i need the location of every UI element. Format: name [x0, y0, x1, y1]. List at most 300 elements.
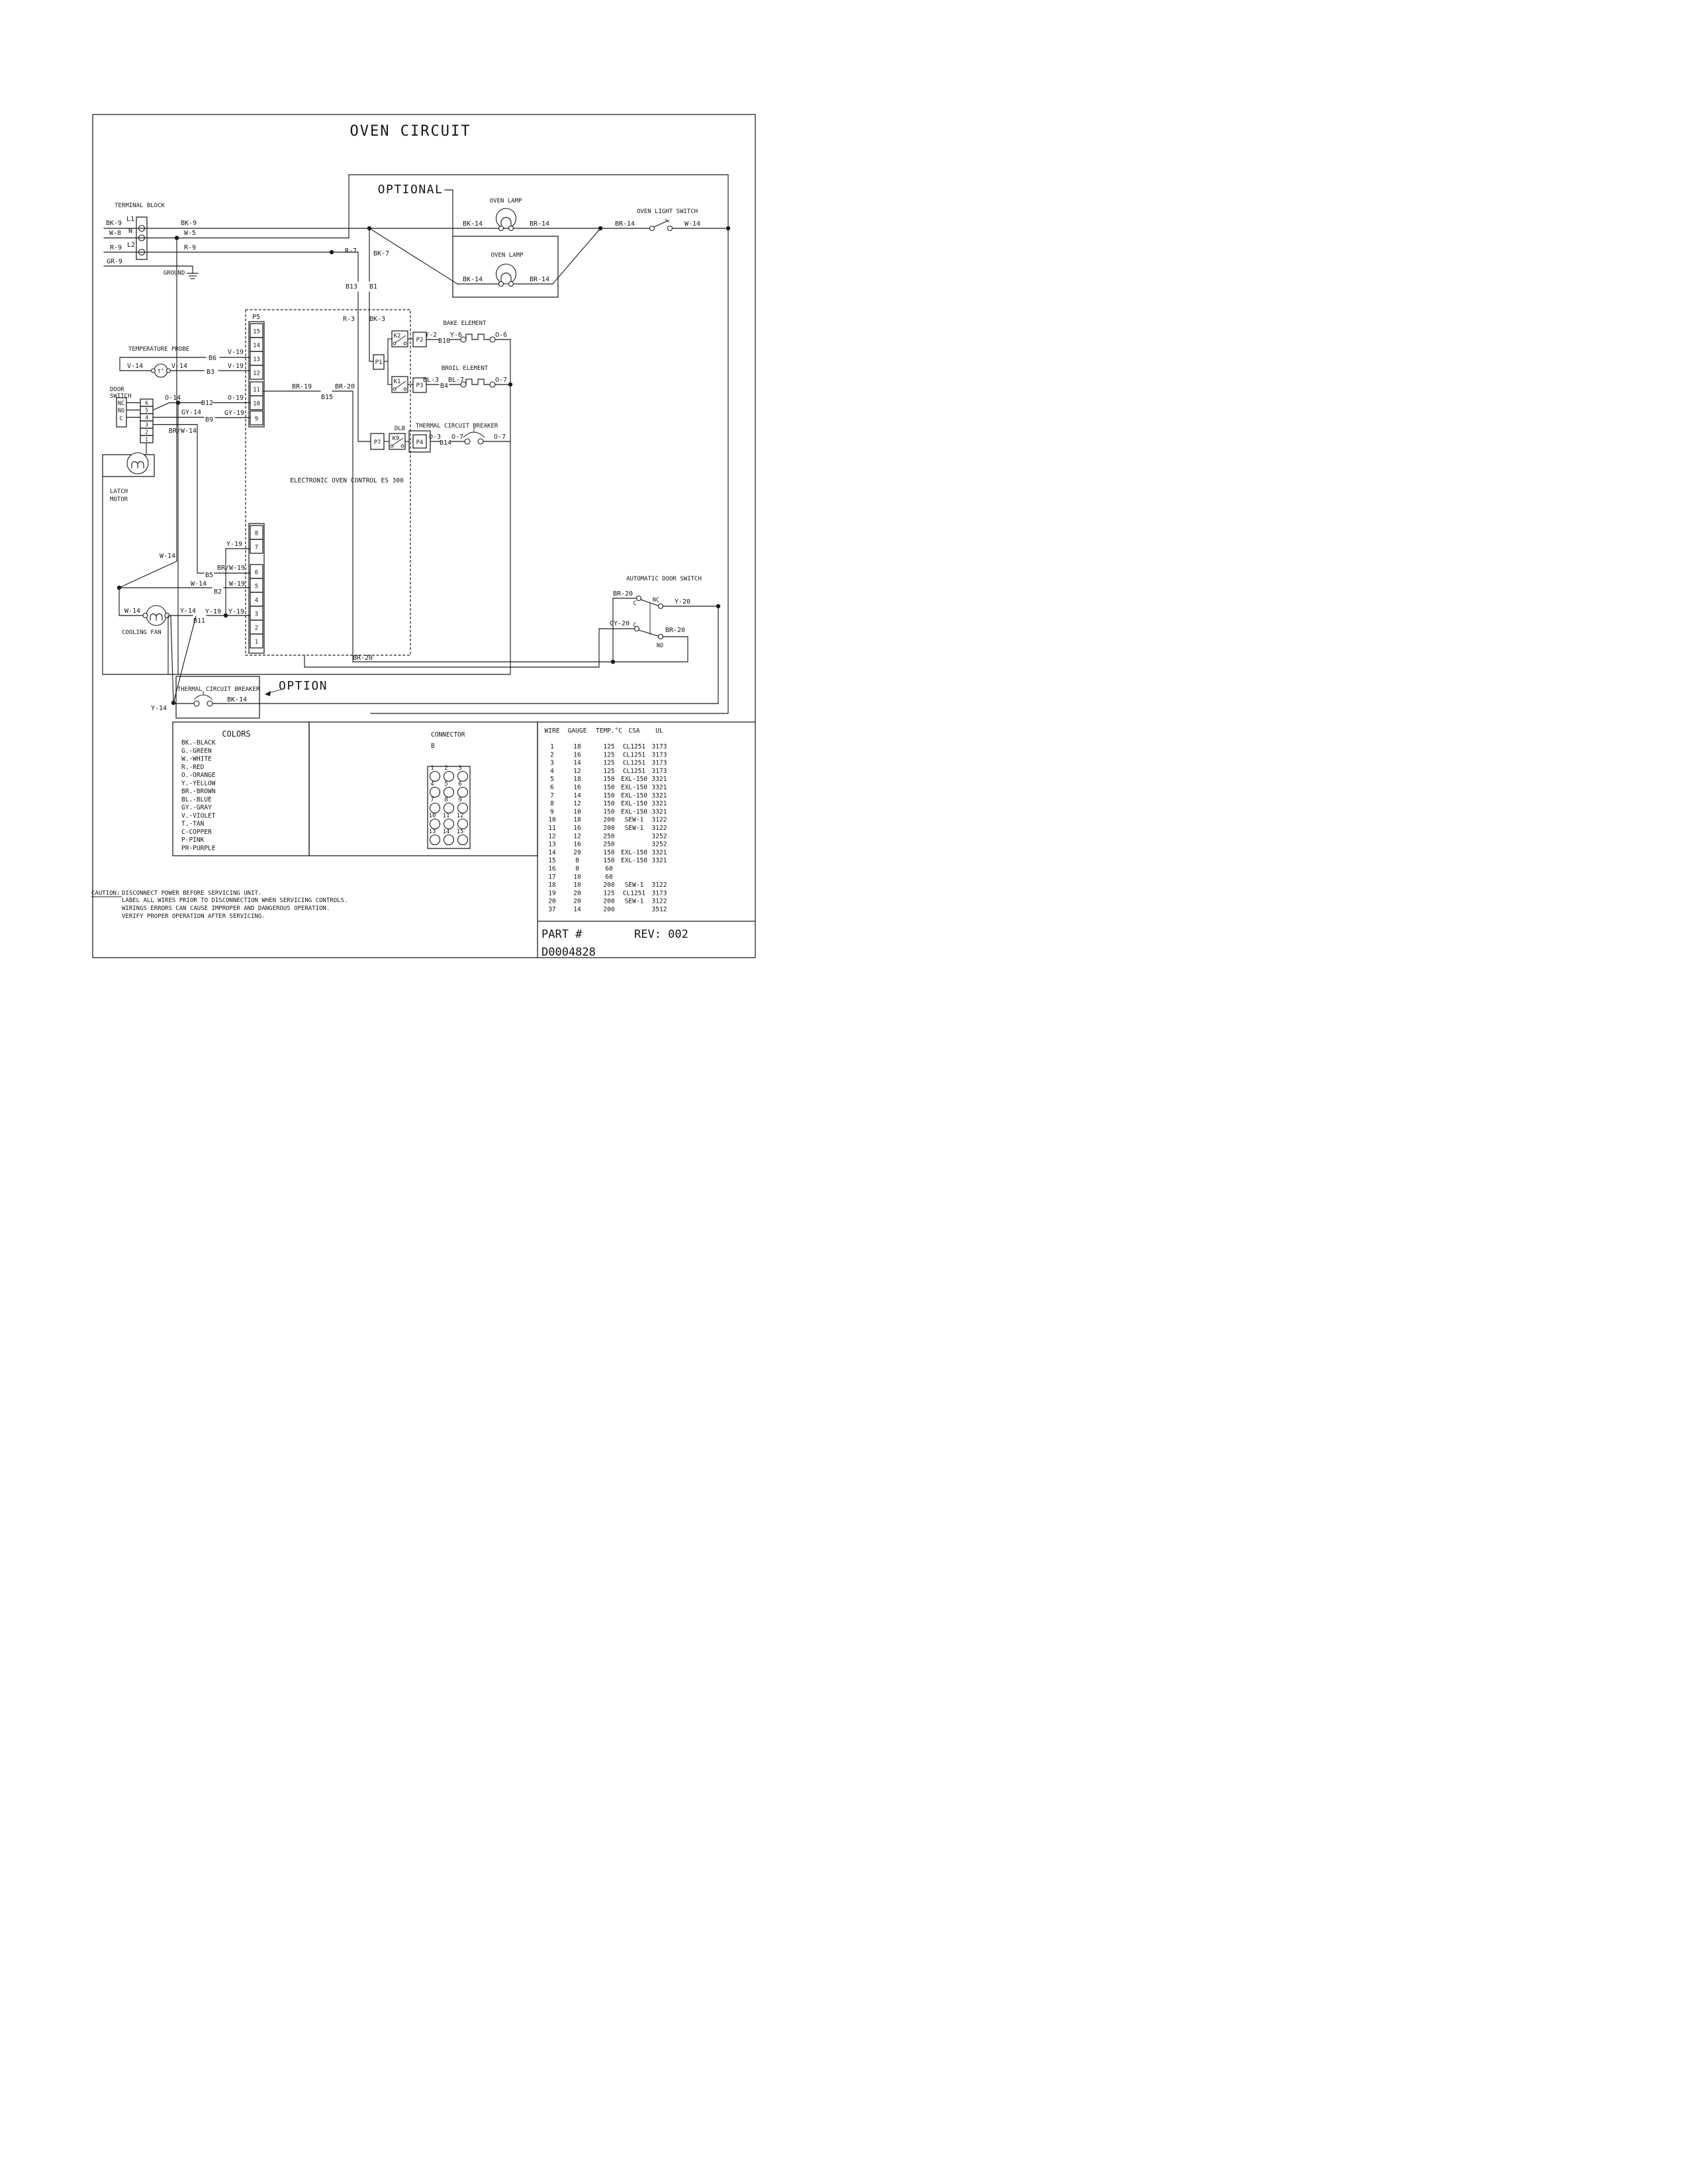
- ground-label: GROUND: [163, 270, 185, 277]
- table-cell-5-0: 6: [550, 784, 554, 792]
- eoc-pin-11: 11: [253, 387, 260, 394]
- wire-b13: B13: [345, 283, 358, 291]
- wire-b3: B3: [206, 369, 215, 376]
- br20-drop: [332, 391, 353, 662]
- table-cell-2-2: 125: [603, 759, 615, 767]
- table-cell-7-4: 3321: [651, 800, 667, 808]
- table-cell-7-2: 150: [603, 800, 615, 808]
- table-cell-7-0: 8: [550, 800, 554, 808]
- tcb-option-label: THERMAL CIRCUIT BREAKER: [177, 686, 260, 693]
- table-cell-16-1: 10: [573, 873, 581, 881]
- light-switch-term-a: [650, 226, 655, 231]
- wire-w14-sw: W-14: [684, 220, 701, 228]
- wire-w14-b2: W-14: [190, 580, 207, 588]
- optional-hook: [445, 190, 453, 236]
- table-cell-4-4: 3321: [651, 776, 667, 784]
- connector-b-pin-14: 14: [442, 829, 450, 835]
- color-item-9: V.-VIOLET: [181, 812, 216, 820]
- table-cell-12-2: 250: [603, 841, 615, 848]
- tcb-term-b: [478, 439, 483, 444]
- connector-b-pin-hole-5: [444, 788, 454, 797]
- wire-bk3-drop: [369, 292, 373, 361]
- wire-gy20: GY-20: [609, 620, 630, 627]
- relay-section: [371, 331, 430, 452]
- junction-dots: [117, 226, 730, 705]
- door-label: DOOR: [110, 387, 124, 393]
- table-cell-20-1: 14: [573, 906, 581, 913]
- table-cell-4-0: 5: [550, 776, 554, 784]
- connector-box: [309, 722, 538, 856]
- color-item-12: P-PINK: [181, 837, 205, 844]
- table-cell-11-4: 3252: [651, 833, 667, 841]
- table-header-3: CSA: [628, 727, 640, 735]
- color-item-1: G.-GREEN: [181, 747, 212, 755]
- option-arrowhead: [265, 691, 271, 696]
- oven-circuit-diagram: [0, 0, 844, 1092]
- table-cell-0-2: 125: [603, 743, 615, 751]
- table-cell-12-4: 3252: [651, 841, 667, 848]
- table-cell-14-3: EXL-150: [620, 857, 648, 865]
- relay-k9: K9: [392, 435, 400, 442]
- connector-b-sub: B: [431, 743, 435, 750]
- table-cell-9-0: 10: [548, 816, 556, 824]
- wire-bk7: BK-7: [373, 250, 390, 257]
- wire-y2: Y-2: [424, 332, 438, 339]
- door-pin-1: 1: [145, 436, 148, 443]
- oven-lamp-2-bulb: [496, 264, 516, 284]
- connector-b-pin-hole-14: [444, 835, 454, 845]
- wire-gy19: GY-19: [224, 410, 245, 417]
- door-pin-6: 6: [145, 400, 148, 406]
- option-label: OPTION: [278, 679, 328, 693]
- opt-term-b: [207, 701, 212, 706]
- connector-b-pin-15: 15: [456, 829, 464, 835]
- table-cell-18-0: 19: [548, 889, 556, 897]
- connector-b-pin-12: 12: [456, 813, 464, 819]
- broil-element-label: BROIL ELEMENT: [441, 365, 489, 372]
- table-cell-6-3: EXL-150: [620, 792, 648, 799]
- connector-b-pin-1: 1: [430, 765, 434, 772]
- door-c: C: [119, 416, 123, 422]
- light-switch-term-b: [668, 226, 673, 231]
- caution-prefix: CAUTION:: [91, 890, 120, 897]
- table-cell-1-2: 125: [603, 751, 615, 759]
- ads-nc: NC: [652, 597, 660, 604]
- color-item-7: BL.-BLUE: [181, 796, 212, 803]
- terminal-block-label: TERMINAL BLOCK: [115, 203, 165, 209]
- wire-r9-right: R-9: [183, 244, 197, 251]
- color-item-11: C-COPPER: [181, 828, 212, 836]
- junction-y14-v: [171, 701, 175, 705]
- door-pin-5: 5: [145, 407, 148, 414]
- table-cell-17-4: 3122: [651, 882, 667, 889]
- oven-lamp-1-term-b: [509, 226, 514, 231]
- wire-o7-r: O-7: [493, 433, 506, 441]
- automatic-door-switch: [305, 596, 718, 704]
- connector-b-pin-hole-10: [430, 819, 440, 829]
- wire-bk14-opt: BK-14: [226, 696, 248, 704]
- table-cell-6-1: 14: [573, 792, 581, 799]
- table-cell-10-3: SEW-1: [624, 825, 644, 832]
- tcb-term-a: [465, 439, 470, 444]
- wire-y19-a: Y-19: [205, 608, 222, 615]
- eoc-pin-2: 2: [254, 625, 259, 632]
- eoc-pin-6: 6: [254, 569, 259, 576]
- table-cell-20-2: 200: [603, 906, 615, 913]
- door-nc: NC: [117, 400, 125, 407]
- table-cell-4-1: 18: [573, 776, 581, 784]
- table-cell-13-0: 14: [548, 848, 556, 856]
- connector-b-pin-9: 9: [458, 797, 462, 803]
- wire-y6: Y-6: [449, 332, 463, 339]
- broil-term-b: [490, 382, 495, 387]
- connector-b-pin-hole-6: [458, 788, 468, 797]
- table-cell-14-2: 150: [603, 857, 615, 865]
- color-item-10: T.-TAN: [181, 820, 205, 828]
- dlb-label: DLB: [394, 426, 406, 432]
- wire-br20-b15: BR-20: [334, 383, 355, 390]
- table-cell-8-2: 150: [603, 808, 615, 816]
- table-cell-8-4: 3321: [651, 808, 667, 816]
- table-cell-2-3: CL1251: [622, 759, 646, 767]
- wire-bk14-1: BK-14: [462, 220, 483, 228]
- o14-diagonal: [153, 403, 169, 410]
- oven-lamp-2-label: OVEN LAMP: [491, 252, 524, 259]
- wire-b12: B12: [201, 400, 214, 407]
- junction-r7: [330, 250, 334, 254]
- wire-b2: B2: [213, 588, 222, 596]
- tcb-arc: [463, 432, 485, 437]
- table-cell-12-1: 16: [573, 841, 581, 848]
- tb-l2: L2: [126, 242, 136, 249]
- wire-b14: B14: [439, 439, 452, 447]
- broil-coil: [466, 379, 490, 385]
- table-cell-3-2: 125: [603, 767, 615, 775]
- connector-b-pin-13: 13: [428, 829, 436, 835]
- auto-door-switch-label: AUTOMATIC DOOR SWITCH: [626, 576, 702, 582]
- cooling-fan: [119, 588, 250, 703]
- wire-r3: R-3: [342, 316, 355, 323]
- wire-r7: R-7: [344, 248, 357, 255]
- table-cell-2-0: 3: [550, 759, 554, 767]
- table-cell-11-2: 250: [603, 833, 615, 841]
- tb-n: N: [128, 228, 133, 235]
- table-header-2: TEMP.°C: [595, 727, 623, 735]
- eoc-pin-9: 9: [254, 416, 259, 423]
- table-cell-9-1: 18: [573, 816, 581, 824]
- connector-b-pin-6: 6: [458, 781, 462, 788]
- table-cell-3-0: 4: [550, 767, 554, 775]
- wire-b10: B10: [438, 338, 451, 345]
- eoc-pin-5: 5: [254, 583, 259, 590]
- caution-line-1: LABEL ALL WIRES PRIOR TO DISCONNECTION WHEN SERVICING CONTROLS.: [122, 897, 348, 904]
- lamp2-diag-right: [553, 228, 600, 284]
- table-cell-2-1: 14: [573, 759, 581, 767]
- k1-contact-b: [404, 388, 406, 390]
- table-cell-16-0: 17: [548, 873, 556, 881]
- connector-b-pin-hole-2: [444, 772, 454, 782]
- wire-b1: B1: [369, 283, 378, 291]
- door-pin-4: 4: [145, 414, 148, 421]
- table-header-0: WIRE: [544, 727, 560, 735]
- table-cell-13-1: 20: [573, 848, 581, 856]
- wire-b11: B11: [193, 617, 206, 625]
- eoc-pin-10: 10: [253, 400, 260, 408]
- table-cell-5-1: 16: [573, 784, 581, 792]
- caution-line-2: WIRINGS ERRORS CAN CAUSE IMPROPER AND DANGEROUS OPERATION.: [122, 905, 330, 912]
- connector-b-pin-hole-3: [458, 772, 468, 782]
- table-cell-8-1: 10: [573, 808, 581, 816]
- thermistor-t: t°: [158, 368, 164, 374]
- oven-lamp-2-term-b: [509, 282, 514, 287]
- wire-br14-1: BR-14: [529, 220, 550, 228]
- eoc-pin-13: 13: [253, 356, 260, 363]
- wire-r3-drop: [358, 292, 371, 441]
- bake-coil: [466, 334, 490, 340]
- table-cell-18-3: CL1251: [622, 889, 646, 897]
- table-cell-5-4: 3321: [651, 784, 667, 792]
- table-cell-20-0: 37: [548, 906, 556, 913]
- table-cell-1-0: 2: [550, 751, 554, 759]
- table-cell-0-0: 1: [550, 743, 554, 751]
- table-cell-13-2: 150: [603, 848, 615, 856]
- ads-no: NO: [656, 643, 664, 649]
- table-cell-9-3: SEW-1: [624, 816, 644, 824]
- connector-b-pin-hole-9: [458, 803, 468, 813]
- connector-b-pin-5: 5: [444, 781, 448, 788]
- connector-b-pin-hole-7: [430, 803, 440, 813]
- wire-y14-opt: Y-14: [150, 705, 167, 712]
- oven-lamp-2-term-a: [499, 282, 504, 287]
- eoc-pin-8: 8: [254, 530, 259, 537]
- wire-b4: B4: [440, 383, 449, 390]
- wire-w8: W-8: [109, 230, 122, 237]
- table-cell-10-4: 3122: [651, 825, 667, 832]
- color-item-2: W.-WHITE: [181, 755, 212, 763]
- table-cell-6-0: 7: [550, 792, 554, 799]
- table-header-1: GAUGE: [567, 727, 587, 735]
- table-cell-18-1: 20: [573, 889, 581, 897]
- wire-y14-fan: Y-14: [179, 608, 197, 615]
- table-cell-19-4: 3122: [651, 897, 667, 905]
- relay-p1: P1: [375, 359, 383, 366]
- tcb-label: THERMAL CIRCUIT BREAKER: [415, 423, 498, 430]
- junction-y20: [716, 604, 720, 608]
- connector-b-pin-4: 4: [430, 781, 434, 788]
- fan-term-a: [143, 614, 148, 618]
- light-switch-blade: [654, 220, 669, 227]
- wire-br14-sw: BR-14: [614, 220, 635, 228]
- junction-w-branch: [175, 236, 179, 240]
- table-cell-9-4: 3122: [651, 816, 667, 824]
- table-cell-5-2: 150: [603, 784, 615, 792]
- connector-b-pin-hole-8: [444, 803, 454, 813]
- connector-b-pin-hole-15: [458, 835, 468, 845]
- table-cell-3-3: CL1251: [622, 767, 646, 775]
- table-cell-11-1: 12: [573, 833, 581, 841]
- legend-layer: [91, 727, 688, 959]
- connector-b-pin-hole-13: [430, 835, 440, 845]
- ads-no-term: [659, 635, 663, 639]
- wire-r9-left: R-9: [109, 244, 122, 251]
- table-cell-0-1: 18: [573, 743, 581, 751]
- latch-label: LATCH: [110, 488, 128, 495]
- tb-l1: L1: [126, 216, 135, 223]
- part-label: PART #: [541, 928, 583, 941]
- wire-y20: Y-20: [674, 598, 691, 606]
- table-cell-15-2: 60: [605, 865, 613, 873]
- option-breaker: [103, 674, 718, 718]
- junction-w14-fan: [117, 586, 121, 590]
- wire-v14-l: V-14: [126, 363, 144, 370]
- switch-label: SWITCH: [110, 393, 132, 400]
- color-item-6: BR.-BROWN: [181, 788, 216, 796]
- wire-o7-l: O-7: [451, 433, 464, 441]
- color-item-5: Y.-YELLOW: [181, 780, 216, 788]
- wire-gr9: GR-9: [106, 258, 123, 265]
- color-item-13: PR-PURPLE: [181, 844, 216, 852]
- table-cell-11-0: 12: [548, 833, 556, 841]
- wire-w14-fan: W-14: [124, 608, 141, 615]
- wire-br19: BR-19: [291, 383, 312, 390]
- table-cell-19-2: 200: [603, 897, 615, 905]
- table-cell-8-3: EXL-150: [620, 808, 648, 816]
- table-cell-19-0: 20: [548, 897, 556, 905]
- connector-b-pin-7: 7: [430, 797, 434, 803]
- thermistor-term-a: [152, 369, 156, 373]
- k2-contact-b: [404, 342, 406, 345]
- connector-b-pin-hole-1: [430, 772, 440, 782]
- table-cell-4-3: EXL-150: [620, 776, 648, 784]
- wire-o14: O-14: [164, 394, 181, 402]
- table-cell-1-1: 16: [573, 751, 581, 759]
- table-cell-16-2: 60: [605, 873, 613, 881]
- colors-title: COLORS: [222, 729, 251, 739]
- wire-v14-r: V-14: [171, 363, 188, 370]
- table-cell-10-2: 200: [603, 825, 615, 832]
- table-cell-6-4: 3321: [651, 792, 667, 799]
- connector-b-pin-3: 3: [458, 765, 462, 772]
- eoc-pin-3: 3: [254, 611, 259, 618]
- bake-term-b: [490, 337, 495, 342]
- thermistor-term-b: [167, 369, 171, 373]
- p5-label: P5: [252, 314, 261, 321]
- table-cell-19-1: 20: [573, 897, 581, 905]
- wire-br14-2: BR-14: [529, 276, 550, 283]
- table-cell-17-2: 200: [603, 882, 615, 889]
- table-cell-17-3: SEW-1: [624, 882, 644, 889]
- ads-c2: C: [633, 622, 637, 629]
- color-item-8: GY.-GRAY: [181, 804, 212, 812]
- wire-y19-b: Y-19: [228, 608, 245, 615]
- table-cell-15-1: 8: [575, 865, 579, 873]
- ads-blade-bottom: [639, 630, 658, 636]
- table-cell-9-2: 200: [603, 816, 615, 824]
- wire-bk3: BK-3: [369, 316, 386, 323]
- wire-b9: B9: [205, 416, 214, 424]
- eoc-pin-4: 4: [254, 597, 259, 604]
- junction-w14: [726, 226, 730, 230]
- wire-brw19: BR/W-19: [216, 565, 246, 572]
- wire-w19: W-19: [228, 580, 246, 588]
- wire-w14-diag: W-14: [159, 553, 176, 560]
- y14-v-left: [171, 616, 173, 703]
- br20-no-wire: [353, 637, 688, 662]
- relay-p2: P2: [416, 337, 424, 343]
- k9-contact-b: [401, 445, 404, 447]
- wire-w5: W-5: [183, 230, 197, 237]
- connector-b-pin-hole-12: [458, 819, 468, 829]
- wire-gy14: GY-14: [181, 409, 202, 416]
- wire-b6: B6: [208, 355, 217, 362]
- opt-term-a: [194, 701, 199, 706]
- relay-p4: P4: [416, 439, 424, 446]
- wire-o19: O-19: [227, 394, 244, 402]
- connector-b-pin-hole-4: [430, 788, 440, 797]
- table-cell-20-4: 3512: [651, 906, 667, 913]
- color-item-0: BK.-BLACK: [181, 739, 216, 747]
- wire-o7-broil: O-7: [494, 377, 508, 384]
- table-cell-15-0: 16: [548, 865, 556, 873]
- caution-line-0: DISCONNECT POWER BEFORE SERVICING UNIT.: [122, 890, 262, 897]
- wire-brw14: BR/W-14: [168, 428, 197, 435]
- table-cell-6-2: 150: [603, 792, 615, 799]
- fan-term-b: [165, 614, 169, 618]
- connector-b-title: CONNECTOR: [431, 731, 465, 739]
- optional-label: OPTIONAL: [377, 183, 444, 197]
- temp-probe-label: TEMPERATURE PROBE: [128, 346, 190, 353]
- table-cell-14-4: 3321: [651, 857, 667, 865]
- oven-lamp-1-term-a: [499, 226, 504, 231]
- eoc-pin-15: 15: [253, 328, 260, 336]
- connector-b-pin-8: 8: [444, 797, 448, 803]
- junction-br14: [598, 226, 602, 230]
- table-cell-1-4: 3173: [651, 751, 667, 759]
- wire-br20-no: BR-20: [665, 627, 686, 634]
- oven-light-switch-label: OVEN LIGHT SWITCH: [636, 208, 698, 215]
- table-cell-3-4: 3173: [651, 767, 667, 775]
- table-header-4: UL: [655, 727, 663, 735]
- table-cell-1-3: CL1251: [622, 751, 646, 759]
- junction-br20: [611, 660, 615, 664]
- relay-k2: K2: [393, 333, 401, 340]
- cooling-fan-label: COOLING FAN: [122, 629, 162, 636]
- caution-line-3: VERIFY PROPER OPERATION AFTER SERVICING.: [122, 913, 265, 920]
- table-cell-17-0: 18: [548, 882, 556, 889]
- table-cell-18-4: 3173: [651, 889, 667, 897]
- wire-br20-bottom: BR-20: [352, 655, 373, 662]
- ads-c1-term: [637, 596, 641, 601]
- relay-k1: K1: [393, 379, 401, 385]
- option-box: [176, 676, 259, 718]
- color-item-3: R.-RED: [181, 763, 205, 771]
- table-cell-3-1: 12: [573, 767, 581, 775]
- page-title: OVEN CIRCUIT: [350, 123, 471, 140]
- table-cell-18-2: 125: [603, 889, 615, 897]
- table-cell-14-1: 8: [575, 857, 579, 865]
- table-cell-13-3: EXL-150: [620, 848, 648, 856]
- table-cell-5-3: EXL-150: [620, 784, 648, 792]
- table-cell-0-3: CL1251: [622, 743, 646, 751]
- wire-br20-c1: BR-20: [612, 590, 633, 598]
- table-cell-10-1: 16: [573, 825, 581, 832]
- connector-b-pin-10: 10: [428, 813, 436, 819]
- table-cell-12-0: 13: [548, 841, 556, 848]
- wire-b15: B15: [320, 394, 334, 401]
- eoc-pin-12: 12: [253, 370, 260, 377]
- connector-b-pin-2: 2: [444, 765, 448, 772]
- table-cell-8-0: 9: [550, 808, 554, 816]
